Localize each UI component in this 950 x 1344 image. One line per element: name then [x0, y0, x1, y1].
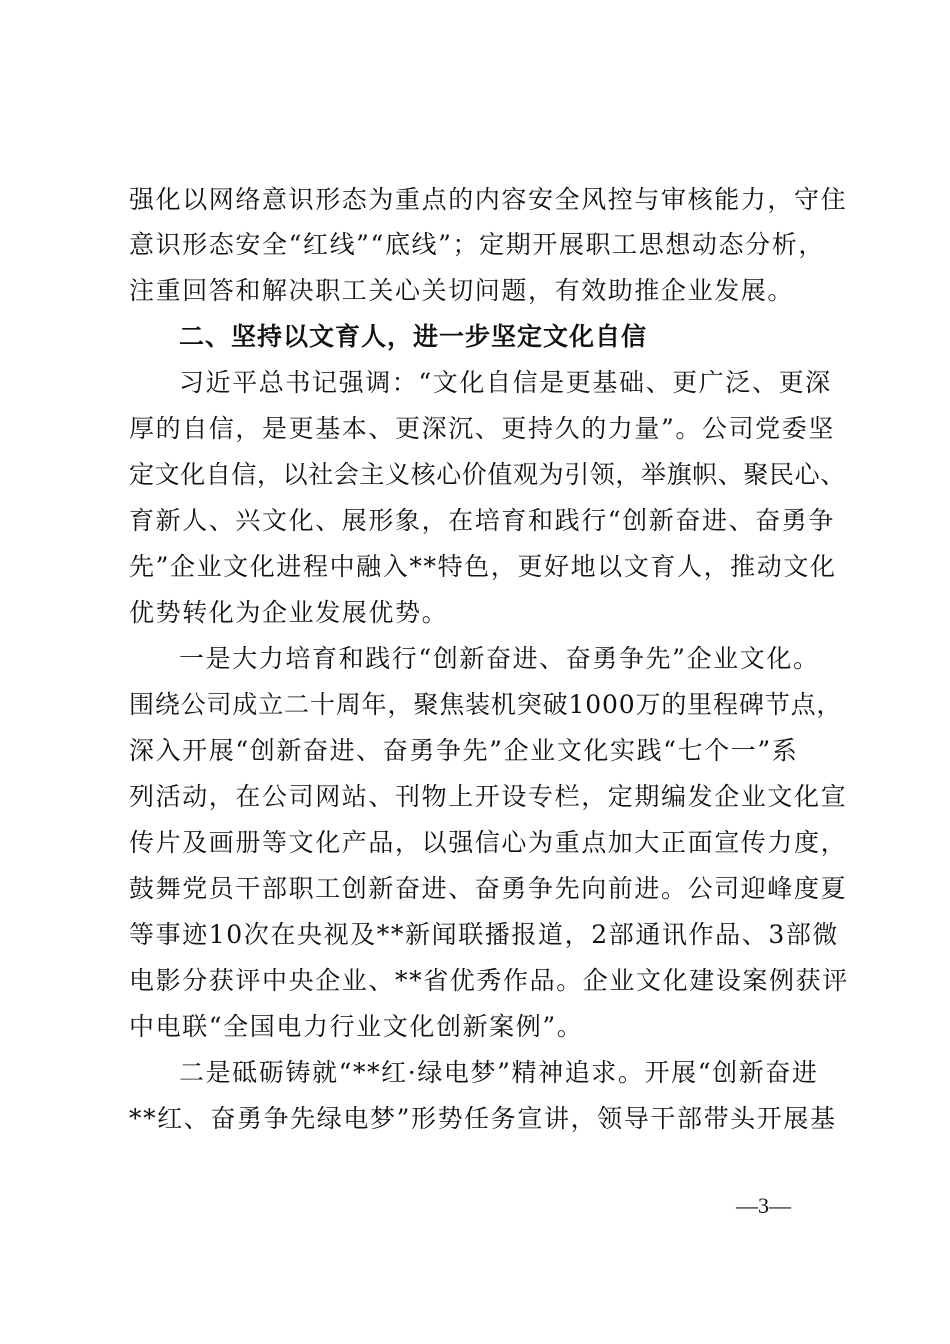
body-text-line: 优势转化为企业发展优势。 [129, 598, 449, 627]
body-text-line: 注重回答和解决职工关心关切问题，有效助推企业发展。 [129, 276, 795, 305]
body-text-line: 深入开展“创新奋进、奋勇争先”企业文化实践“七个一”系 [129, 736, 799, 765]
body-text-line: 定文化自信，以社会主义核心价值观为引领，举旗帜、聚民心、 [129, 460, 846, 489]
page-number: —3— [736, 1193, 791, 1218]
body-text-line: 等事迹10次在央视及**新闻联播报道，2部通讯作品、3部微 [129, 920, 840, 949]
body-text-line: 强化以网络意识形态为重点的内容安全风控与审核能力，守住 [129, 185, 848, 214]
body-text-line: 育新人、兴文化、展形象，在培育和践行“创新奋进、奋勇争 [129, 506, 835, 535]
body-text-line: 习近平总书记强调：“文化自信是更基础、更广泛、更深 [179, 368, 832, 397]
body-text-line: 传片及画册等文化产品，以强信心为重点加大正面宣传力度， [129, 828, 848, 857]
body-text-line: 中电联“全国电力行业文化创新案例”。 [129, 1012, 584, 1041]
body-text-line: 列活动，在公司网站、刊物上开设专栏，定期编发企业文化宣 [129, 782, 848, 811]
body-text-line: 意识形态安全“红线”“底线”；定期开展职工思想动态分析， [129, 230, 825, 259]
body-text-line: **红、奋勇争先绿电梦”形势任务宣讲，领导干部带头开展基 [129, 1104, 837, 1133]
body-text-line: 一是大力培育和践行“创新奋进、奋勇争先”企业文化。 [179, 644, 820, 673]
section-heading: 二、坚持以文育人，进一步坚定文化自信 [179, 322, 648, 351]
body-text-line: 电影分获评中央企业、**省优秀作品。企业文化建设案例获评 [129, 966, 849, 995]
body-text-line: 二是砥砺铸就“**红·绿电梦”精神追求。开展“创新奋进 [179, 1058, 819, 1087]
body-text-line: 先”企业文化进程中融入**特色，更好地以文育人，推动文化 [129, 552, 837, 581]
body-text-line: 围绕公司成立二十周年，聚焦装机突破1000万的里程碑节点， [129, 690, 843, 719]
body-text-line: 厚的自信，是更基本、更深沉、更持久的力量”。公司党委坚 [129, 414, 835, 443]
body-text-line: 鼓舞党员干部职工创新奋进、奋勇争先向前进。公司迎峰度夏 [129, 874, 848, 903]
